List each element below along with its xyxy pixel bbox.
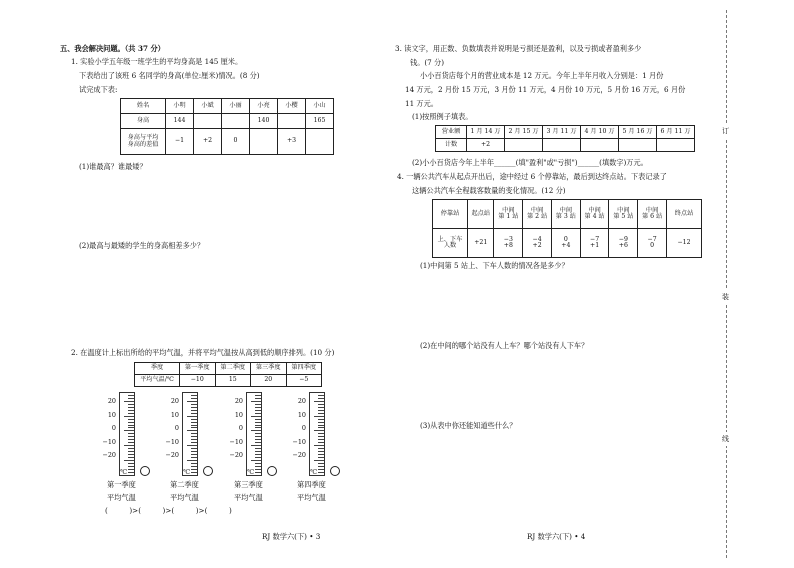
thermometer-tick — [255, 451, 261, 452]
thermometer-tick — [128, 454, 134, 455]
thermometer-tick — [128, 472, 134, 473]
table-cell: −3 +8 — [494, 229, 523, 258]
thermometer-tick — [255, 427, 261, 428]
thermometer-tick — [128, 469, 134, 470]
problem-4-q3: (3)从表中你还能知道些什么？ — [420, 421, 517, 430]
unit-label: ℃ — [247, 468, 255, 476]
table-header-cell: 小樱 — [278, 99, 306, 114]
thermometer-tick — [318, 466, 324, 467]
scale-label: −20 — [102, 451, 116, 460]
thermometer-tick — [187, 416, 197, 417]
table-cell[interactable] — [194, 114, 222, 129]
table-cell: −1 — [166, 129, 194, 155]
thermometer-tick — [251, 460, 261, 461]
thermometer-tick — [187, 401, 197, 402]
table-cell: −7 +1 — [580, 229, 609, 258]
thermometer-tick — [255, 419, 261, 420]
thermometer-tick — [255, 466, 261, 467]
scale-label: −10 — [165, 437, 179, 446]
thermometer-tick — [255, 439, 261, 440]
table-header-cell: 4 月 10 万 — [581, 126, 619, 139]
thermometer-tick — [314, 430, 324, 431]
scale-label: −20 — [229, 451, 243, 460]
thermometer-tick — [128, 398, 134, 399]
thermometer-tick — [255, 422, 261, 423]
table-header-cell: 季度 — [135, 363, 180, 375]
table-header-cell: 1 月 14 万 — [467, 126, 505, 139]
table-header-cell: 中间 第 2 站 — [523, 200, 552, 229]
unit-label: ℃ — [183, 468, 191, 476]
thermometer-tick — [318, 457, 324, 458]
thermometer-tick — [128, 466, 134, 467]
scale-label: −10 — [229, 437, 243, 446]
thermometer-tick — [191, 425, 197, 426]
thermometer-tube[interactable] — [246, 392, 262, 476]
thermometer-tick — [318, 410, 324, 411]
quarter-caption: 第三季度 — [234, 480, 263, 489]
thermometer-tick — [191, 457, 197, 458]
temperature-table — [134, 362, 322, 387]
scale-label: 20 — [170, 397, 179, 405]
problem-1-q2: (2)最高与最矮的学生的身高相差多少？ — [79, 241, 205, 250]
thermometer-tick — [251, 401, 261, 402]
table-header-cell: 停靠站 — [433, 200, 468, 229]
table-cell: −10 — [180, 375, 216, 387]
binding-char-1: 订 — [722, 124, 729, 138]
thermometer-tick — [187, 460, 197, 461]
quarter-caption: 第一季度 — [107, 480, 136, 489]
thermometer-tick — [318, 398, 324, 399]
problem-4-line2: 这辆公共汽车全程载客数量的变化情况。(12 分) — [412, 186, 566, 195]
thermometer-tick — [128, 436, 134, 437]
thermometer-tick — [128, 433, 134, 434]
table-cell: −12 — [667, 229, 702, 258]
quarter-caption-sub: 平均气温 — [107, 493, 136, 502]
row-label: 计数 — [436, 139, 467, 152]
thermometer-tick — [128, 395, 134, 396]
thermometer-tick — [318, 419, 324, 420]
table-header-cell: 中间 第 4 站 — [580, 200, 609, 229]
thermometer-tick — [318, 451, 324, 452]
table-cell: +21 — [468, 229, 494, 258]
thermometer-tick — [314, 401, 324, 402]
thermometer-tick — [128, 425, 134, 426]
revenue-table — [435, 125, 695, 152]
thermometer-tube[interactable] — [182, 392, 198, 476]
scale-label: 10 — [297, 410, 306, 419]
thermometer-tick — [191, 404, 197, 405]
table-header-cell: 3 月 11 万 — [543, 126, 581, 139]
table-header-cell: 终点站 — [667, 200, 702, 229]
table-header-cell: 第三季度 — [251, 363, 287, 375]
scale-label: 0 — [174, 424, 179, 433]
thermometer-tick — [191, 419, 197, 420]
table-cell: 15 — [215, 375, 251, 387]
thermometer-tick — [128, 413, 134, 414]
thermometer-tick — [318, 433, 324, 434]
thermometer-tick — [255, 398, 261, 399]
table-header-cell: 小明 — [166, 99, 194, 114]
thermometer-tick — [318, 427, 324, 428]
thermometer-tick — [255, 472, 261, 473]
row-label-b: 身高的差值 — [127, 140, 159, 148]
problem-2-line1: 2. 在温度计上标出所给的平均气温，并将平均气温按从高到低的顺序排列。(10 分) — [71, 348, 335, 357]
table-header-cell: 6 月 11 万 — [657, 126, 695, 139]
scale-label: −20 — [292, 451, 306, 460]
problem-1-line2: 下表给出了该班 6 名同学的身高(单位:厘米)情况。(8 分) — [79, 71, 260, 80]
thermometer-tick — [251, 445, 261, 446]
thermometer-tick — [124, 445, 134, 446]
table-header-cell: 小亮 — [250, 99, 278, 114]
table-header-cell: 中间 第 6 站 — [638, 200, 667, 229]
thermometer-tick — [128, 448, 134, 449]
thermometer-tick — [255, 442, 261, 443]
quarter-caption-sub: 平均气温 — [234, 493, 263, 502]
thermometer-tick — [128, 451, 134, 452]
table-header-cell: 5 月 16 万 — [619, 126, 657, 139]
thermometer-tick — [128, 439, 134, 440]
thermometer-tick — [124, 460, 134, 461]
problem-3-line4: 14 万元，2 月份 15 万元，3 月份 11 万元，4 月份 10 万元，5 月份 16 万元，6 月份 — [405, 85, 686, 94]
row-label — [121, 129, 166, 155]
binding-dashed-line — [726, 10, 727, 558]
problem-3-line1: 3. 读文字，用正数、负数填表并说明是亏损还是盈利，以及亏损或者盈利多少 — [395, 44, 642, 53]
table-cell: +2 — [467, 139, 505, 152]
table-cell: −5 — [286, 375, 322, 387]
scale-label: −10 — [292, 437, 306, 446]
problem-4-line1: 4. 一辆公共汽车从起点开出后，途中经过 6 个停靠站，最后到达终点站。下表记录了 — [397, 172, 667, 181]
unit-label: ℃ — [120, 468, 128, 476]
thermometer-tick — [318, 454, 324, 455]
scale-label: 10 — [107, 410, 116, 419]
binding-char-3: 线 — [722, 432, 729, 446]
table-header-cell: 第四季度 — [286, 363, 322, 375]
thermometer-tick — [314, 416, 324, 417]
thermometer-tick — [255, 410, 261, 411]
thermometer-tick — [255, 413, 261, 414]
thermometer-tick — [314, 445, 324, 446]
thermometer-tick — [191, 395, 197, 396]
table-cell: −4 +2 — [523, 229, 552, 258]
thermometer-tick — [318, 422, 324, 423]
bus-table — [432, 199, 702, 258]
order-line: ( )>( )>( )>( ) — [105, 506, 232, 515]
table-header-cell: 姓名 — [121, 99, 166, 114]
table-cell[interactable] — [657, 139, 695, 152]
section-heading: 五、我会解决问题。（共 37 分） — [60, 44, 165, 53]
thermometer-tick — [255, 407, 261, 408]
problem-4-q1: (1)中间第 5 站上、下车人数的情况各是多少？ — [420, 261, 569, 270]
table-cell: 165 — [306, 114, 334, 129]
thermometer-tick — [318, 413, 324, 414]
scale-label: −20 — [165, 451, 179, 460]
quarter-caption: 第二季度 — [170, 480, 199, 489]
row-label: 身高 — [121, 114, 166, 129]
page-footer-left: RJ 数学六(下) • 3 — [262, 532, 321, 541]
thermometer-tick — [255, 404, 261, 405]
thermometer-tick — [251, 430, 261, 431]
table-header-cell: 中间 第 5 站 — [609, 200, 638, 229]
table-header-cell: 中间 第 1 站 — [494, 200, 523, 229]
table-cell: 0 — [222, 129, 250, 155]
scale-label: 0 — [238, 424, 243, 433]
row-label: 上、下车 人数 — [433, 229, 468, 258]
thermometer-tick — [187, 430, 197, 431]
quarter-caption-sub: 平均气温 — [170, 493, 199, 502]
thermometer-tick — [255, 425, 261, 426]
thermometer-tick — [191, 433, 197, 434]
table-cell[interactable] — [222, 114, 250, 129]
thermometer-tick — [318, 448, 324, 449]
thermometer-tick — [128, 463, 134, 464]
problem-3-q2: (2)小小百货店今年上半年______(填"盈利"或"亏损")______(填数字)万元。 — [412, 158, 648, 167]
table-cell[interactable] — [278, 114, 306, 129]
thermometer-tick — [255, 457, 261, 458]
table-header-cell: 小山 — [306, 99, 334, 114]
thermometer-tick — [318, 425, 324, 426]
thermometer-tick — [191, 427, 197, 428]
table-cell: +2 — [194, 129, 222, 155]
problem-3-line3: 小小百货店每个月的营业成本是 12 万元。今年上半年月收入分别是：1 月份 — [420, 71, 664, 80]
table-cell[interactable] — [306, 129, 334, 155]
quarter-caption-sub: 平均气温 — [297, 493, 326, 502]
thermometer-tick — [314, 460, 324, 461]
thermometer-tick — [191, 413, 197, 414]
thermometer-tick — [255, 448, 261, 449]
thermometer-tick — [128, 457, 134, 458]
problem-4-q2: (2)在中间的哪个站没有人上车？哪个站没有人下车？ — [420, 341, 589, 350]
problem-3-q1: (1)按照例子填表。 — [412, 112, 473, 121]
problem-3-line5: 11 万元。 — [405, 99, 438, 108]
thermometer-tick — [128, 410, 134, 411]
thermometer-tick — [318, 436, 324, 437]
thermometer-tick — [318, 442, 324, 443]
scale-label: 0 — [111, 424, 116, 433]
unit-label: ℃ — [310, 468, 318, 476]
scale-label: 20 — [234, 397, 243, 405]
thermometer-tick — [318, 439, 324, 440]
scale-label: 10 — [170, 410, 179, 419]
thermometer-tick — [318, 395, 324, 396]
thermometer-tick — [128, 427, 134, 428]
thermometer-tick — [191, 469, 197, 470]
page-footer-right: RJ 数学六(下) • 4 — [527, 532, 586, 541]
thermometer-tick — [191, 436, 197, 437]
thermometer-tick — [318, 463, 324, 464]
table-cell[interactable] — [581, 139, 619, 152]
table-cell[interactable] — [619, 139, 657, 152]
thermometer-tick — [191, 472, 197, 473]
table-cell: +3 — [278, 129, 306, 155]
thermometer-tick — [318, 407, 324, 408]
scale-label: −10 — [102, 437, 116, 446]
thermometer-tube[interactable] — [119, 392, 135, 476]
problem-1-line1: 1. 实验小学五年级一班学生的平均身高是 145 厘米。 — [71, 57, 243, 66]
thermometer-tick — [128, 442, 134, 443]
thermometer-tick — [251, 416, 261, 417]
table-cell: 140 — [250, 114, 278, 129]
problem-3-line2: 钱。(7 分) — [410, 58, 445, 67]
table-header-cell: 2 月 15 万 — [505, 126, 543, 139]
quarter-caption: 第四季度 — [297, 480, 326, 489]
table-header-cell: 第一季度 — [180, 363, 216, 375]
table-cell[interactable] — [543, 139, 581, 152]
scale-label: 20 — [107, 397, 116, 405]
scale-label: 20 — [297, 397, 306, 405]
thermometer-tick — [255, 463, 261, 464]
thermometer-tick — [191, 454, 197, 455]
thermometer-tick — [128, 407, 134, 408]
table-header-cell: 中间 第 3 站 — [551, 200, 580, 229]
thermometer-tick — [191, 442, 197, 443]
thermometer-tick — [191, 422, 197, 423]
thermometer-tick — [128, 422, 134, 423]
thermometer-tick — [191, 463, 197, 464]
thermometer-tick — [191, 451, 197, 452]
table-header-cell: 营业额 — [436, 126, 467, 139]
problem-1-q1: (1)谁最高？谁最矮？ — [79, 162, 147, 171]
thermometer-bulb-icon — [267, 466, 277, 476]
thermometer-tick — [191, 448, 197, 449]
height-table — [120, 98, 334, 155]
thermometer-tick — [255, 433, 261, 434]
thermometer-tick — [187, 445, 197, 446]
problem-1-line3: 试完成下表: — [79, 85, 118, 94]
row-label-a: 身高与平均 — [127, 134, 159, 141]
thermometer-tick — [255, 395, 261, 396]
thermometer-tick — [255, 454, 261, 455]
thermometer-tick — [191, 407, 197, 408]
thermometer-tick — [255, 436, 261, 437]
thermometer-tick — [191, 410, 197, 411]
thermometer-tick — [191, 466, 197, 467]
thermometer-tick — [124, 430, 134, 431]
thermometer-tick — [124, 416, 134, 417]
thermometer-tick — [128, 419, 134, 420]
thermometer-tick — [124, 401, 134, 402]
binding-char-2: 装 — [722, 290, 729, 304]
table-cell[interactable] — [505, 139, 543, 152]
table-cell: 144 — [166, 114, 194, 129]
thermometer-bulb-icon — [330, 466, 340, 476]
table-cell[interactable] — [250, 129, 278, 155]
thermometer-tick — [128, 404, 134, 405]
thermometer-tick — [318, 469, 324, 470]
table-header-cell: 第二季度 — [215, 363, 251, 375]
thermometer-bulb-icon — [140, 466, 150, 476]
scale-label: 0 — [301, 424, 306, 433]
thermometer-tube[interactable] — [309, 392, 325, 476]
table-header-cell: 起点站 — [468, 200, 494, 229]
thermometer-bulb-icon — [203, 466, 213, 476]
thermometer-tick — [318, 472, 324, 473]
thermometer-tick — [191, 398, 197, 399]
table-header-cell: 小丽 — [222, 99, 250, 114]
table-cell: 0 +4 — [551, 229, 580, 258]
thermometer-tick — [318, 404, 324, 405]
table-cell: 20 — [251, 375, 287, 387]
table-cell: −7 0 — [638, 229, 667, 258]
thermometer-tick — [191, 439, 197, 440]
table-cell: −9 +6 — [609, 229, 638, 258]
scale-label: 10 — [234, 410, 243, 419]
row-label: 平均气温/℃ — [135, 375, 180, 387]
table-header-cell: 小斌 — [194, 99, 222, 114]
thermometer-tick — [255, 469, 261, 470]
